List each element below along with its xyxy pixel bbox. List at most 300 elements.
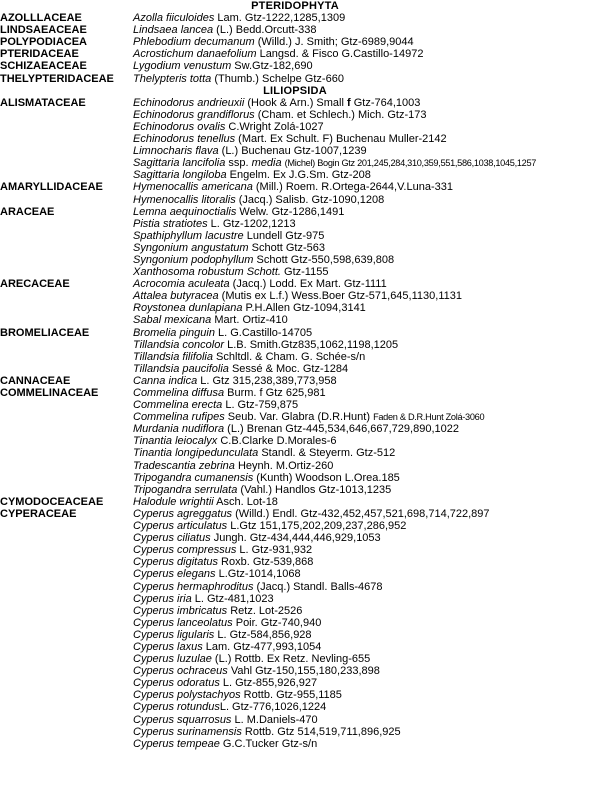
species-name: Echinodorus andrieuxii xyxy=(133,96,245,109)
species-name: Echinodorus grandiflorus xyxy=(133,108,255,121)
species-name: Pistia stratiotes xyxy=(133,217,208,230)
species-entry xyxy=(133,484,590,496)
species-name: Limnocharis flava xyxy=(133,145,219,158)
species-name: Cyperus ciliatus xyxy=(133,532,211,545)
species-authority: Rottb. Gtz 514,519,711,896,925 xyxy=(241,725,401,738)
species-entry xyxy=(133,169,590,181)
family-name xyxy=(0,194,133,206)
species-authority: (Willd.) J. Smith; Gtz-6989,9044 xyxy=(254,36,414,49)
species-name: Thelypteris totta xyxy=(133,72,212,85)
species-authority: L. Gtz-584,856,928 xyxy=(214,628,312,641)
species-authority: (Jacq.) Standl. Balls-4678 xyxy=(253,580,383,593)
list-item xyxy=(0,726,590,738)
family-name: PTERIDACEAE xyxy=(0,48,79,61)
species-authority: ssp. xyxy=(225,157,252,170)
species-entry xyxy=(133,60,590,72)
species-name: Cyperus ligularis xyxy=(133,628,215,641)
family-name xyxy=(0,617,133,629)
species-name: Lindsaea lancea xyxy=(133,24,214,37)
species-authority: L. Gtz 315,238,389,773,958 xyxy=(197,374,337,387)
species-authority: L. Gtz-931,932 xyxy=(236,544,313,557)
species-authority: Heynh. M.Ortiz-260 xyxy=(234,459,334,472)
species-entry xyxy=(133,460,590,472)
species-name: Cyperus articulatus xyxy=(133,520,228,533)
species-entry xyxy=(133,677,590,689)
family-name: CYPERACEAE xyxy=(0,507,77,520)
species-name: Cyperus ochraceus xyxy=(133,665,228,678)
family-name xyxy=(0,593,133,605)
species-authority: (Hook & Arn.) Small xyxy=(244,96,347,109)
species-name: Azolla fiiculoides xyxy=(133,12,215,25)
species-entry xyxy=(133,701,590,713)
species-authority: L. Gtz-481,1023 xyxy=(191,592,274,605)
family-name xyxy=(0,726,133,738)
species-entry xyxy=(133,109,590,121)
species-entry xyxy=(133,314,590,326)
species-entry xyxy=(133,641,590,653)
family-name xyxy=(0,254,133,266)
species-authority: Lam. Gtz-1222,1285,1309 xyxy=(214,12,346,25)
species-name: Cyperus squarrosus xyxy=(133,713,232,726)
family-name xyxy=(0,544,133,556)
family-name: CANNACEAE xyxy=(0,374,71,387)
family-name xyxy=(0,290,133,302)
species-name: Syngonium angustatum xyxy=(133,241,249,254)
species-authority: (Cham. et Schlech.) Mich. Gtz-173 xyxy=(254,108,427,121)
list-item xyxy=(0,133,590,145)
family-name xyxy=(0,738,133,750)
family-name: POLYPODIACEA xyxy=(0,36,88,49)
species-name: Tillandsia filifolia xyxy=(133,350,213,363)
species-entry xyxy=(133,435,590,447)
list-item xyxy=(0,339,590,351)
species-name: Tradescantia zebrina xyxy=(133,459,235,472)
species-authority: Schott Gtz-550,598,639,808 xyxy=(253,253,395,266)
species-authority: (Mart. Ex Schult. F) Buchenau Muller-2142 xyxy=(235,133,447,146)
species-entry xyxy=(133,181,590,193)
species-name: Hymenocallis americana xyxy=(133,181,253,194)
list-item xyxy=(0,327,590,339)
list-item xyxy=(0,520,590,532)
family-name xyxy=(0,447,133,459)
list-item xyxy=(0,593,590,605)
species-name: Commelina rufipes xyxy=(133,411,225,424)
list-item xyxy=(0,218,590,230)
list-item xyxy=(0,363,590,375)
species-authority: L.Gtz-1014,1068 xyxy=(215,568,301,581)
family-name xyxy=(0,121,133,133)
species-entry xyxy=(133,278,590,290)
family-name xyxy=(0,411,133,423)
species-name: Roystonea dunlapiana xyxy=(133,302,243,315)
list-item xyxy=(0,24,590,36)
family-name: SCHIZAEACEAE xyxy=(0,60,87,73)
species-entry xyxy=(133,714,590,726)
list-item xyxy=(0,181,590,193)
species-authority: Poir. Gtz-740,940 xyxy=(232,616,322,629)
species-entry xyxy=(133,617,590,629)
species-authority: C.Wright Zolá-1027 xyxy=(225,120,324,133)
species-entry xyxy=(133,290,590,302)
species-authority: (Mill.) Roem. R.Ortega-2644,V.Luna-331 xyxy=(252,181,453,194)
family-name xyxy=(0,532,133,544)
species-entry xyxy=(133,423,590,435)
family-name xyxy=(0,653,133,665)
family-name xyxy=(0,157,133,169)
species-name: Tinantia longipedunculata xyxy=(133,447,259,460)
species-entry xyxy=(133,48,590,60)
species-authority: L.B. Smith.Gtz835,1062,1198,1205 xyxy=(224,338,399,351)
list-item xyxy=(0,411,590,423)
list-item xyxy=(0,290,590,302)
species-authority: Lundell Gtz-975 xyxy=(243,229,325,242)
list-item xyxy=(0,97,590,109)
family-name xyxy=(0,302,133,314)
species-name: Cyperus compressus xyxy=(133,544,237,557)
species-authority: L. Gtz-776,1026,1224 xyxy=(219,701,327,714)
family-name xyxy=(0,460,133,472)
list-item xyxy=(0,12,590,24)
species-entry xyxy=(133,218,590,230)
family-name: ARECACEAE xyxy=(0,278,70,291)
species-entry xyxy=(133,581,590,593)
list-item xyxy=(0,278,590,290)
species-name: Cyperus digitatus xyxy=(133,556,218,569)
species-name: Phlebodium decumanum xyxy=(133,36,255,49)
list-item xyxy=(0,157,590,169)
species-name: Sabal mexicana xyxy=(133,314,212,327)
family-name xyxy=(0,435,133,447)
species-entry xyxy=(133,145,590,157)
species-authority: G.C.Tucker Gtz-s/n xyxy=(219,737,318,750)
species-entry xyxy=(133,206,590,218)
collection-numbers: Gtz-764,1003 xyxy=(350,96,421,109)
species-entry xyxy=(133,36,590,48)
collection-numbers-condensed: (Michel) Bogin Gtz 201,245,284,310,359,551,586,1038,1045,1257 xyxy=(284,158,537,169)
species-name: Tinantia leiocalyx xyxy=(133,435,218,448)
species-entry xyxy=(133,447,590,459)
species-entry xyxy=(133,508,590,520)
list-item xyxy=(0,472,590,484)
species-entry xyxy=(133,520,590,532)
species-name: Sagittaria lancifolia xyxy=(133,157,226,170)
list-item xyxy=(0,194,590,206)
species-authority: Schltdl. & Cham. G. Schée-s/n xyxy=(213,350,366,363)
species-name: Attalea butyracea xyxy=(133,290,219,303)
species-authority: L. Gtz-855,926,927 xyxy=(219,677,318,690)
list-item xyxy=(0,738,590,750)
species-authority: L. Gtz-1202,1213 xyxy=(207,217,296,230)
list-item xyxy=(0,48,590,60)
species-name: Lygodium venustum xyxy=(133,60,232,73)
list-item xyxy=(0,714,590,726)
species-authority: Asch. Lot-18 xyxy=(213,495,278,508)
species-name: Tillandsia paucifolia xyxy=(133,362,229,375)
species-name: Cyperus agreggatus xyxy=(133,507,233,520)
list-item xyxy=(0,399,590,411)
list-item xyxy=(0,617,590,629)
species-entry xyxy=(133,121,590,133)
species-name: Tripogandra serrulata xyxy=(133,483,238,496)
species-name: Acrocomia aculeata xyxy=(133,278,230,291)
family-name: LINDSAEACEAE xyxy=(0,24,87,37)
species-authority: Retz. Lot-2526 xyxy=(227,604,303,617)
species-entry xyxy=(133,399,590,411)
species-entry xyxy=(133,242,590,254)
species-entry xyxy=(133,653,590,665)
section-title: PTERIDOPHYTA xyxy=(251,0,339,12)
species-name: Bromelia pinguin xyxy=(133,326,215,339)
species-authority: (Kunth) Woodson L.Orea.185 xyxy=(253,471,400,484)
species-entry xyxy=(133,363,590,375)
family-name xyxy=(0,314,133,326)
family-name xyxy=(0,363,133,375)
species-entry xyxy=(133,339,590,351)
family-name xyxy=(0,423,133,435)
species-authority: (L.) Rottb. Ex Retz. Nevling-655 xyxy=(211,653,371,666)
species-name: Acrostichum danaefolium xyxy=(133,48,257,61)
species-entry xyxy=(133,351,590,363)
species-authority: (L.) Brenan Gtz-445,534,646,667,729,890,1022 xyxy=(224,423,459,436)
species-entry xyxy=(133,472,590,484)
species-authority: L. Gtz-759,875 xyxy=(222,399,299,412)
list-item xyxy=(0,375,590,387)
list-item xyxy=(0,206,590,218)
list-item xyxy=(0,544,590,556)
species-entry xyxy=(133,411,590,423)
family-name: BROMELIACEAE xyxy=(0,326,90,339)
family-name: COMMELINACEAE xyxy=(0,387,99,399)
species-name: Halodule wrightii xyxy=(133,495,214,508)
list-item xyxy=(0,629,590,641)
species-entry xyxy=(133,194,590,206)
species-entry xyxy=(133,726,590,738)
family-name: THELYPTERIDACEAE xyxy=(0,72,114,85)
collection-numbers-condensed: Faden & D.R.Hunt Zolá-3060 xyxy=(373,412,485,423)
list-item xyxy=(0,351,590,363)
list-item xyxy=(0,641,590,653)
species-authority: Jungh. Gtz-434,444,446,929,1053 xyxy=(210,532,381,545)
species-name: Echinodorus tenellus xyxy=(133,133,236,146)
species-entry xyxy=(133,230,590,242)
species-entry xyxy=(133,689,590,701)
species-authority: (Jacq.) Salisb. Gtz-1090,1208 xyxy=(235,193,385,206)
species-entry xyxy=(133,738,590,750)
species-name: Tillandsia concolor xyxy=(133,338,225,351)
list-item xyxy=(0,484,590,496)
list-item xyxy=(0,581,590,593)
list-item xyxy=(0,145,590,157)
list-item xyxy=(0,423,590,435)
species-name: Cyperus luzulae xyxy=(133,653,212,666)
family-name xyxy=(0,230,133,242)
species-authority: L. M.Daniels-470 xyxy=(231,713,318,726)
family-name xyxy=(0,641,133,653)
species-authority: L.Gtz 151,175,202,209,237,286,952 xyxy=(227,520,407,533)
species-authority: Rottb. Gtz-955,1185 xyxy=(240,689,342,702)
species-entry xyxy=(133,665,590,677)
species-name: Murdania nudiflora xyxy=(133,423,225,436)
list-item xyxy=(0,605,590,617)
species-name: Cyperus polystachyos xyxy=(133,689,241,702)
species-entry xyxy=(133,157,590,169)
family-name: AZOLLLACEAE xyxy=(0,12,82,25)
species-name: Cyperus odoratus xyxy=(133,677,220,690)
species-authority: Langsd. & Fisco G.Castillo-14972 xyxy=(256,48,424,61)
species-authority: Mart. Ortiz-410 xyxy=(211,314,288,327)
species-name: Syngonium podophyllum xyxy=(133,253,254,266)
species-entry xyxy=(133,629,590,641)
species-authority: Burm. f Gtz 625,981 xyxy=(224,387,326,399)
family-name xyxy=(0,629,133,641)
family-name xyxy=(0,581,133,593)
family-name xyxy=(0,605,133,617)
species-entry xyxy=(133,254,590,266)
species-authority: (L.) Buchenau Gtz-1007,1239 xyxy=(218,145,367,158)
species-authority: Gtz-1155 xyxy=(280,266,329,279)
species-authority: Standl. & Steyerm. Gtz-512 xyxy=(258,447,396,460)
species-entry xyxy=(133,568,590,580)
species-entry xyxy=(133,496,590,508)
species-authority: (Willd.) Endl. Gtz-432,452,457,521,698,714,722,897 xyxy=(232,507,490,520)
species-authority: (Thumb.) Schelpe Gtz-660 xyxy=(211,72,344,85)
species-authority: (Vahl.) Handlos Gtz-1013,1235 xyxy=(237,483,392,496)
family-name xyxy=(0,689,133,701)
species-authority: Seub. Var. Glabra (D.R.Hunt) xyxy=(224,411,374,424)
list-item xyxy=(0,60,590,72)
species-entry xyxy=(133,556,590,568)
family-name xyxy=(0,242,133,254)
species-name: Sagittaria longiloba xyxy=(133,169,227,182)
list-item xyxy=(0,653,590,665)
family-name xyxy=(0,520,133,532)
species-authority: (Jacq.) Lodd. Ex Mart. Gtz-1111 xyxy=(229,278,387,291)
species-name: Cyperus tempeae xyxy=(133,737,220,750)
species-entry xyxy=(133,375,590,387)
species-authority: L. G.Castillo-14705 xyxy=(214,326,313,339)
species-entry xyxy=(133,605,590,617)
species-authority: (Mutis ex L.f.) Wess.Boer Gtz-571,645,1130,1131 xyxy=(218,290,462,303)
species-entry xyxy=(133,97,590,109)
species-authority: Engelm. Ex J.G.Sm. Gtz-208 xyxy=(226,169,371,182)
authority-flag: f xyxy=(347,96,351,109)
species-name: Tripogandra cumanensis xyxy=(133,471,254,484)
list-item xyxy=(0,496,590,508)
species-entry xyxy=(133,73,590,85)
family-name: AMARYLLIDACEAE xyxy=(0,181,103,194)
species-name: Cyperus iria xyxy=(133,592,192,605)
list-item xyxy=(0,266,590,278)
family-name: ARACEAE xyxy=(0,205,55,218)
family-name: ALISMATACEAE xyxy=(0,96,86,109)
family-name xyxy=(0,399,133,411)
species-name: Cyperus lanceolatus xyxy=(133,616,233,629)
family-name xyxy=(0,351,133,363)
list-item xyxy=(0,254,590,266)
family-name xyxy=(0,218,133,230)
list-item xyxy=(0,387,590,399)
species-entry xyxy=(133,24,590,36)
list-item xyxy=(0,73,590,85)
list-item xyxy=(0,508,590,520)
family-name xyxy=(0,677,133,689)
species-name: Cyperus elegans xyxy=(133,568,216,581)
list-item xyxy=(0,532,590,544)
species-entry xyxy=(133,532,590,544)
species-name: Commelina diffusa xyxy=(133,387,225,399)
species-entry xyxy=(133,302,590,314)
list-item xyxy=(0,242,590,254)
species-name: Cyperus rotundus xyxy=(133,701,220,714)
family-name xyxy=(0,145,133,157)
list-item xyxy=(0,109,590,121)
family-name xyxy=(0,568,133,580)
list-item xyxy=(0,556,590,568)
family-name xyxy=(0,472,133,484)
species-name: Commelina erecta xyxy=(133,399,223,412)
species-authority: Schott Gtz-563 xyxy=(248,241,326,254)
list-item xyxy=(0,435,590,447)
family-name: CYMODOCEACEAE xyxy=(0,495,104,508)
list-item xyxy=(0,447,590,459)
species-name: Cyperus laxus xyxy=(133,640,203,653)
species-authority: (L.) Bedd.Orcutt-338 xyxy=(213,24,317,37)
family-name xyxy=(0,339,133,351)
family-name xyxy=(0,109,133,121)
species-name: Xanthosoma robustum Schott. xyxy=(133,266,281,279)
species-authority: Vahl Gtz-150,155,180,233,898 xyxy=(227,665,380,678)
list-item xyxy=(0,36,590,48)
family-name xyxy=(0,701,133,713)
species-entry xyxy=(133,593,590,605)
family-name xyxy=(0,556,133,568)
species-name: Cyperus hermaphroditus xyxy=(133,580,254,593)
species-authority: Sw.Gtz-182,690 xyxy=(231,60,313,73)
species-authority: Lam. Gtz-477,993,1054 xyxy=(202,640,322,653)
species-name: Cyperus surinamensis xyxy=(133,725,242,738)
species-name: Lemna aequinoctialis xyxy=(133,205,237,218)
species-entry xyxy=(133,327,590,339)
species-name: Spathiphyllum lacustre xyxy=(133,229,244,242)
species-authority: Sessé & Moc. Gtz-1284 xyxy=(228,362,349,375)
family-name xyxy=(0,169,133,181)
list-item xyxy=(0,701,590,713)
list-item xyxy=(0,568,590,580)
list-item xyxy=(0,230,590,242)
species-name: Hymenocallis litoralis xyxy=(133,193,236,206)
family-name xyxy=(0,665,133,677)
list-item xyxy=(0,314,590,326)
species-entry xyxy=(133,544,590,556)
species-authority: Roxb. Gtz-539,868 xyxy=(218,556,314,569)
list-item xyxy=(0,665,590,677)
species-name: Canna indica xyxy=(133,374,198,387)
list-item xyxy=(0,689,590,701)
list-item xyxy=(0,460,590,472)
species-name: Echinodorus ovalis xyxy=(133,120,226,133)
species-entry xyxy=(133,266,590,278)
family-name xyxy=(0,133,133,145)
species-name: Cyperus imbricatus xyxy=(133,604,228,617)
species-authority: Welw. Gtz-1286,1491 xyxy=(236,205,345,218)
species-entry xyxy=(133,12,590,24)
species-authority: C.B.Clarke D.Morales-6 xyxy=(217,435,337,448)
list-item xyxy=(0,302,590,314)
list-item xyxy=(0,677,590,689)
family-name xyxy=(0,484,133,496)
family-name xyxy=(0,266,133,278)
species-authority: P.H.Allen Gtz-1094,3141 xyxy=(242,302,366,315)
